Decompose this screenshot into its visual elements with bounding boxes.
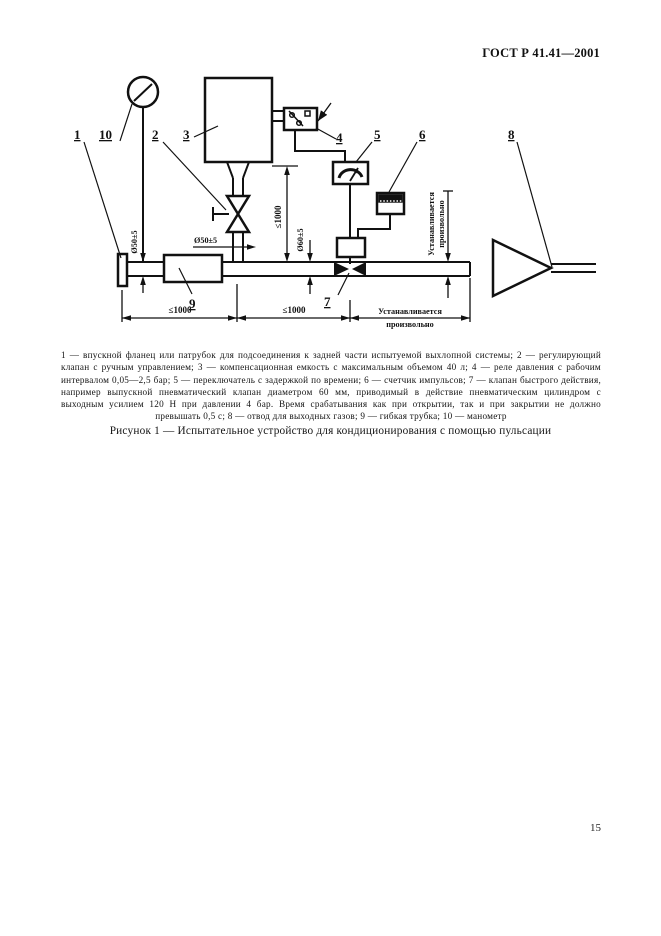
- legend-line: 1 — впускной фланец или патрубок для подсоединения к задней части испытуемой выхлопной системы; 2 — регулирующий: [61, 350, 601, 360]
- callout-9: 9: [189, 296, 196, 311]
- standard-code-header: ГОСТ Р 41.41—2001: [482, 46, 600, 60]
- pneumatic-cylinder: [337, 238, 365, 264]
- page-number: 15: [590, 822, 601, 834]
- figure-caption: Рисунок 1 — Испытательное устройство для кондиционирования с помощью пульсации: [109, 425, 552, 437]
- legend-line: клапан с ручным управлением; 3 — компенсационная емкость с максимальным объемом 40 л; 4 — реле давления с рабочим: [61, 362, 601, 373]
- legend-line: например выпускной пневматический клапан диаметром 60 мм, приводимый в действие пневматическим цилиндром с: [61, 386, 601, 397]
- callout-5: 5: [374, 127, 381, 142]
- dim-label-b1000-left: ≤1000: [168, 305, 192, 315]
- pulse-counter: [377, 193, 404, 214]
- legend-line: превышать 0,5 с; 8 — отвод для выходных газов; 9 — гибкая трубка; 10 — манометр: [155, 411, 507, 422]
- dim-label-v1000: ≤1000: [273, 205, 283, 229]
- dim-label-arb-bottom-1: Устанавливается: [378, 307, 442, 316]
- manual-control-valve-icon: [213, 196, 249, 262]
- dim-label-arb-bottom-2: произвольно: [386, 320, 434, 329]
- callout-3: 3: [183, 127, 190, 142]
- legend-line: выходным усилием 120 Н при давлении 4 бар. Время срабатывания как при открытии, так и при закрытии не должно: [61, 399, 601, 410]
- wire-counter-to-actuator: [358, 214, 390, 238]
- quick-action-valve-icon: [334, 262, 366, 276]
- pressure-relay: [272, 103, 331, 130]
- dim-label-dia60-right: Ø60±5: [296, 228, 305, 252]
- dim-label-dia50-mid: Ø50±5: [194, 236, 218, 245]
- legend-line: интервалом 0,05—2,5 бар; 5 — переключатель с задержкой по времени; 6 — счетчик импульсов; 7 — клапан быстрого действия,: [61, 374, 601, 385]
- compensation-tank: [205, 78, 272, 196]
- time-delay-switch: [333, 162, 368, 184]
- inlet-flange: [118, 254, 127, 286]
- exhaust-outlet-funnel: [493, 240, 596, 296]
- callout-8: 8: [508, 127, 515, 142]
- dim-label-b1000-mid: ≤1000: [282, 305, 306, 315]
- dim-label-arb-right-2: произвольно: [437, 200, 446, 248]
- dimension-arbitrary-right: [427, 191, 453, 298]
- dimension-vertical-1000: [272, 166, 298, 262]
- callout-1: 1: [74, 127, 81, 142]
- dimension-chain-bottom: [122, 278, 470, 329]
- dim-label-dia50-left: Ø50±5: [130, 230, 139, 254]
- callout-7: 7: [324, 294, 331, 309]
- flexible-tube: [164, 255, 222, 282]
- callout-2: 2: [152, 127, 159, 142]
- test-apparatus-diagram: [0, 0, 661, 345]
- dim-label-arb-right-1: Устанавливается: [427, 192, 436, 256]
- dimension-dia50-mid: [193, 236, 256, 250]
- callout-6: 6: [419, 127, 426, 142]
- relay-adjust-arrow-icon: [318, 103, 331, 121]
- callout-4: 4: [336, 130, 343, 145]
- figure-legend: [61, 349, 601, 423]
- callout-10: 10: [99, 127, 112, 142]
